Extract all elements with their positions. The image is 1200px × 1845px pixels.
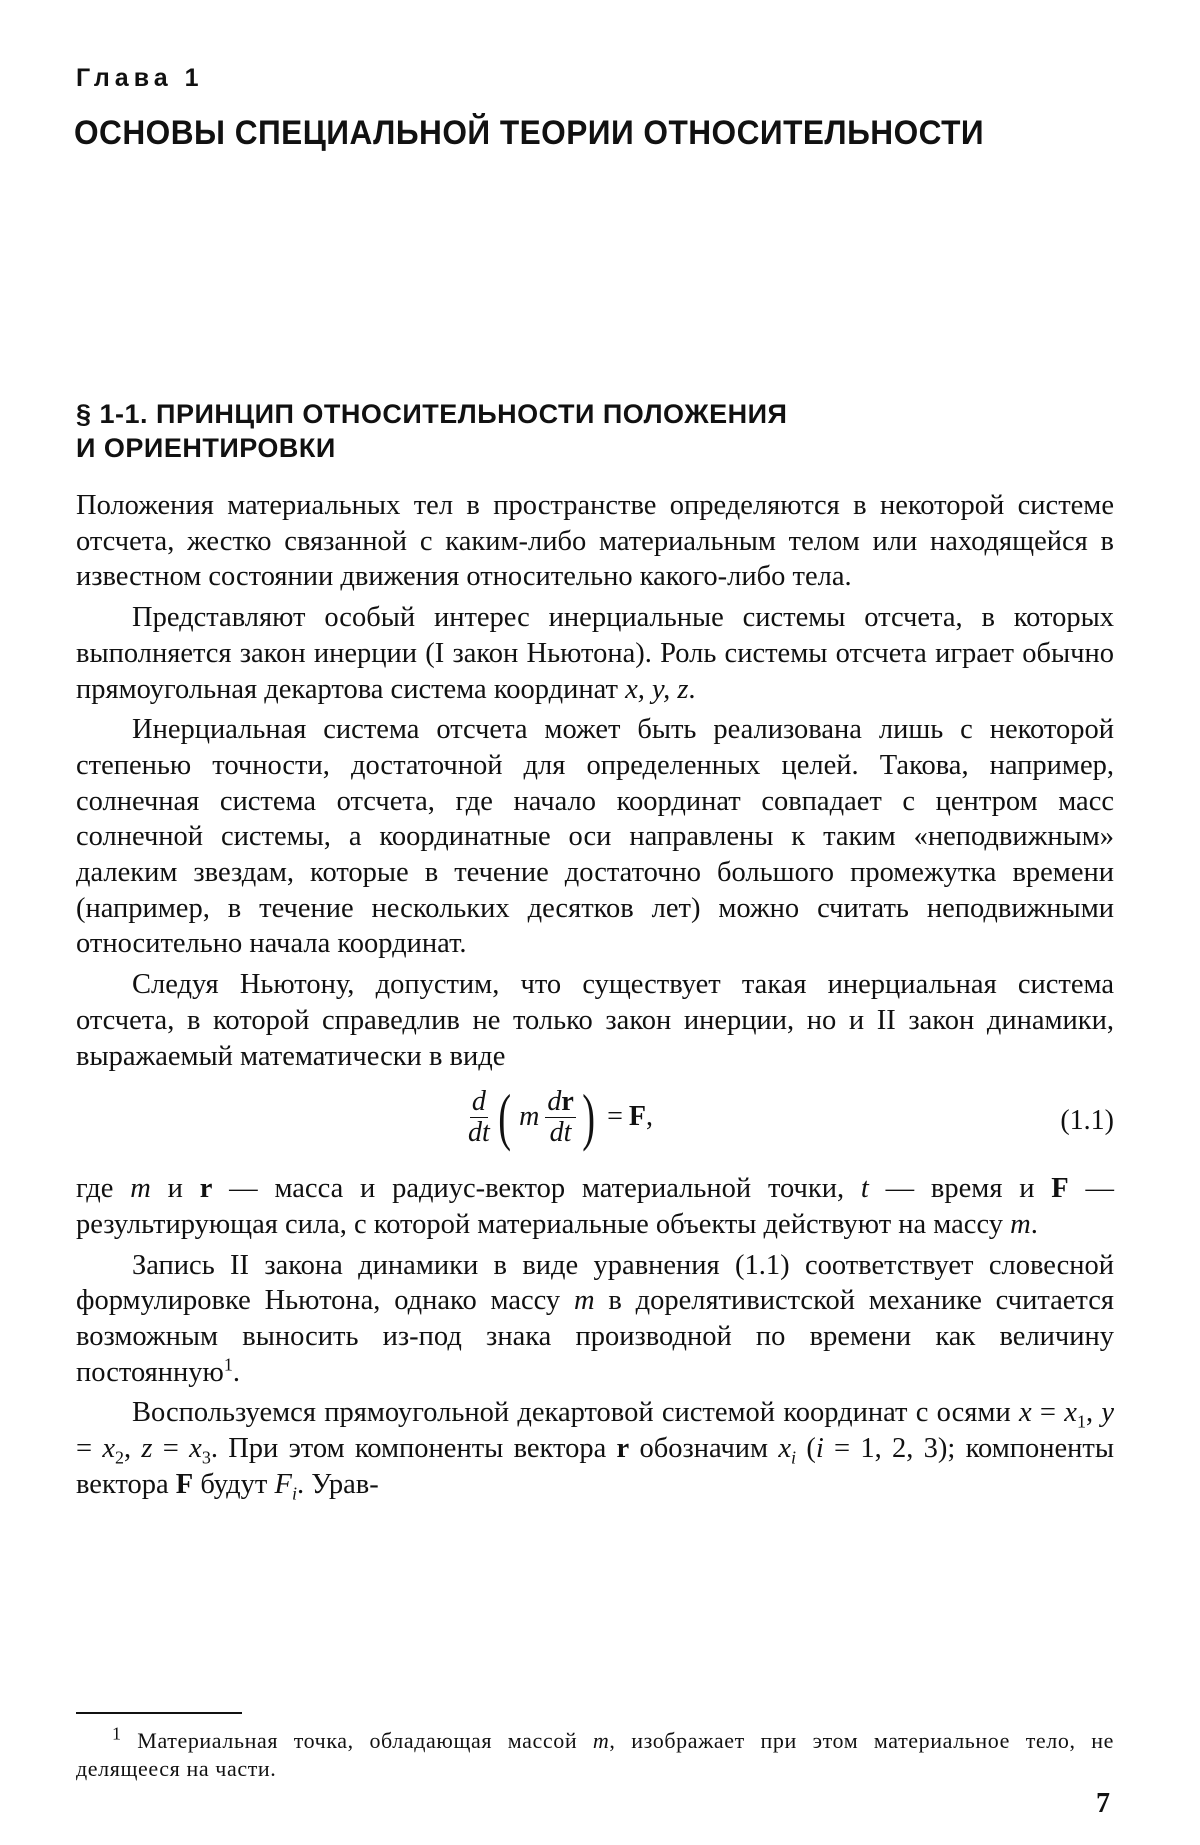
footnote <box>76 1723 1115 1783</box>
right-paren: ) <box>582 1081 595 1153</box>
paragraph-2: Представляют особый интерес инерциальные системы отсчета, в которых выполняется закон инерции (I закон Ньютона). Роль системы отсчета играет обычно прямоугольная декартова система координат x, y, z. <box>76 602 1114 705</box>
p7-text-b: . При этом компоненты вектора <box>210 1433 617 1465</box>
component-F-i: $F_i$ <box>274 1468 297 1504</box>
p5-radius-vector: r <box>199 1173 213 1205</box>
paragraph-1: Положения материальных тел в пространстве определяются в некоторой системе отсчета, жестко связанной с каким-либо материальным телом или находящейся в известном состоянии движения относительно какого-либо тела. <box>76 490 1114 593</box>
paragraph-6: Запись II закона динамики в виде уравнения (1.1) соответствует словесной формулировке Ньютона, однако массу m в дорелятивистской механике считается возможным выносить из-под знака производной по времени как величину постоянную$^1$. <box>76 1249 1114 1388</box>
p5-text-a: где <box>76 1173 131 1205</box>
footnote-reference[interactable]: 1 <box>223 1354 233 1375</box>
chapter-title: ОСНОВЫ СПЕЦИАЛЬНОЙ ТЕОРИИ ОТНОСИТЕЛЬНОСТИ <box>74 114 985 152</box>
equation-number: (1.1) <box>1060 1105 1114 1137</box>
p5-text-e: — результирующая сила, с которой материальные объекты действуют на массу <box>76 1173 1115 1240</box>
p5-mass-2: m <box>1010 1208 1031 1240</box>
component-x-i: $x_i$ <box>778 1433 797 1468</box>
p5-mass: m <box>130 1173 151 1205</box>
equation-1-1 <box>76 1079 1114 1171</box>
page-number: 7 <box>1096 1788 1110 1819</box>
p5-text-d: — время и <box>868 1173 1052 1205</box>
body-text <box>76 488 1114 1508</box>
p5-text-b: и <box>150 1173 200 1205</box>
equals-sign: = <box>607 1101 623 1133</box>
chapter-label: Глава 1 <box>76 64 204 92</box>
p7-text-a: Воспользуемся прямоугольной декартовой системой координат с осями <box>132 1397 1019 1429</box>
p7-text-c: обозначим <box>629 1433 779 1465</box>
mass-variable: m <box>519 1101 540 1133</box>
fraction-numerator: d <box>471 1085 486 1117</box>
p6-mass: m <box>573 1285 595 1317</box>
p5-time: t <box>860 1173 869 1205</box>
axes-definition: $x = x_1$, $y = x_2$, $z = x_3$ <box>76 1397 1114 1468</box>
fraction-dr-dt <box>545 1087 575 1148</box>
footnote-marker: 1 <box>112 1723 122 1744</box>
left-paren: ( <box>498 1081 511 1153</box>
p5-text-c: — масса и радиус-вектор материальной точки, <box>212 1173 861 1205</box>
paragraph-4: Следуя Ньютону, допустим, что существует такая инерциальная система отсчета, в которой справедлив не только закон инерции, но и II закон динамики, выражаемый математически в виде <box>76 969 1114 1072</box>
fraction-numerator-dr: dr <box>547 1085 574 1117</box>
p7-vector-F: F <box>175 1468 194 1500</box>
section-heading-line-2: И ОРИЕНТИРОВКИ <box>76 433 336 463</box>
paragraph-5: где m и r — масса и радиус-вектор материальной точки, t — время и F — результирующая сила, с которой материальные объекты действуют на массу m. <box>76 1173 1115 1240</box>
section-heading-line-1: § 1-1. ПРИНЦИП ОТНОСИТЕЛЬНОСТИ ПОЛОЖЕНИЯ <box>76 399 788 429</box>
fraction-denominator: dt <box>468 1116 490 1148</box>
p6-text-a: Запись II закона динамики в виде уравнения (1.1) соответствует словесной формулировке Ньютона, однако массу <box>76 1249 1114 1317</box>
fraction-d-dt <box>466 1087 492 1148</box>
p6-text-b: в дорелятивистской механике считается возможным выносить из-под знака производной по времени как величину постоянную <box>76 1285 1114 1388</box>
p7-text-d: ( <box>796 1433 816 1465</box>
p7-text-f: будут <box>193 1468 275 1500</box>
p7-text-e: = 1, 2, 3); компоненты вектора <box>76 1433 1115 1500</box>
p7-text-g: . Урав- <box>296 1468 379 1500</box>
section-heading <box>76 397 1136 465</box>
force-variable: F <box>628 1101 646 1133</box>
paragraph-7 <box>76 1395 1114 1502</box>
footnote-text-b: , изображает при этом материальное тело, не делящееся на части. <box>76 1728 1115 1781</box>
footnote-mass: m <box>592 1728 610 1753</box>
fraction-denominator-dt: dt <box>549 1116 572 1148</box>
p7-vector-r: r <box>616 1433 630 1465</box>
coordinate-variables: x, y, z <box>625 673 689 705</box>
paragraph-2-text: Представляют особый интерес инерциальные системы отсчета, в которых выполняется закон инерции (I закон Ньютона). Роль системы отсчета играет обычно прямоугольная декартова система координат <box>76 602 1114 705</box>
paragraph-3: Инерциальная система отсчета может быть реализована лишь с некоторой степенью точности, достаточной для определенных целей. Такова, например, солнечная система отсчета, где начало координат совпадает с центром масс солнечной системы, а координатные оси направлены к таким «неподвижным» далеким звездам, которые в течение достаточно большого промежутка времени (например, в течение нескольких десятков лет) можно считать неподвижными относительно начала координат. <box>76 714 1114 960</box>
footnote-divider <box>76 1712 242 1714</box>
p5-force: F <box>1051 1173 1069 1205</box>
equation-comma: , <box>645 1101 653 1133</box>
footnote-text-a: Материальная точка, обладающая массой <box>121 1728 593 1753</box>
index-i: i <box>815 1433 824 1465</box>
equation-body <box>466 1081 653 1153</box>
